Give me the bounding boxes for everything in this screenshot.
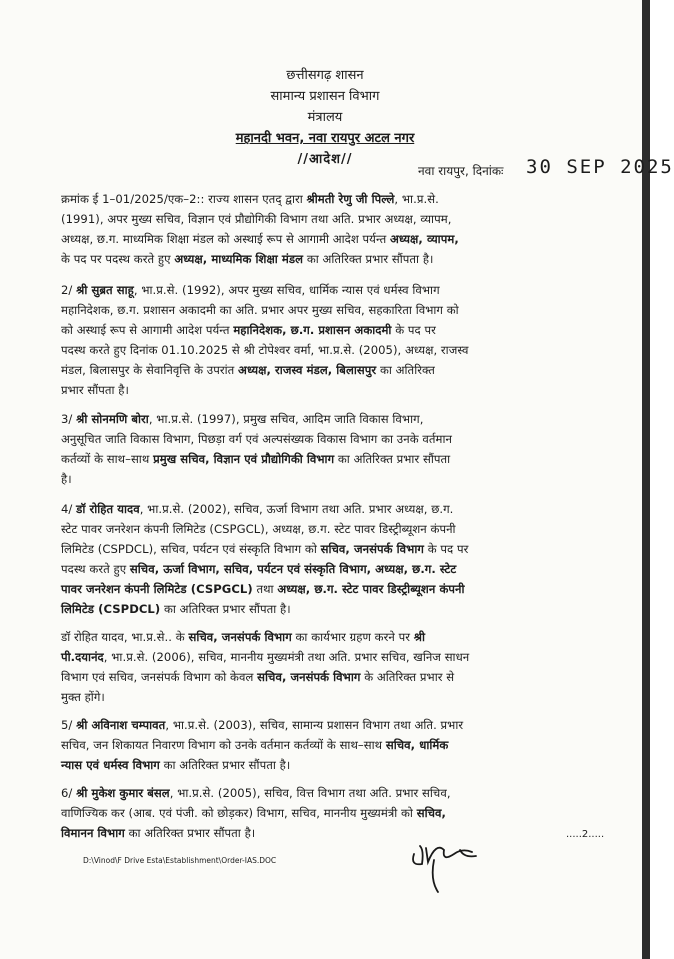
text-line: विभाग एवं सचिव, जनसंपर्क विभाग को केवल सचिव, जनसंपर्क विभाग के अतिरिक्त प्रभार से (61, 670, 455, 684)
text-line: के पद पर पदस्थ करते हुए अध्यक्ष, माध्यमिक शिक्षा मंडल का अतिरिक्त प्रभार सौंपता है। (61, 252, 434, 266)
emphasis-text: श्री मुकेश कुमार बंसल (76, 786, 170, 800)
text-line: 6/ श्री मुकेश कुमार बंसल, भा.प्र.से. (2005), सचिव, वित्त विभाग तथा अति. प्रभार सचिव, (61, 786, 451, 800)
emphasis-text: पावर जनरेशन कंपनी लिमिटेड (CSPGCL) (61, 582, 253, 596)
footer-file-path: D:\Vinod\F Drive Esta\Establishment\Order-IAS.DOC (83, 856, 277, 865)
emphasis-text: डॉ रोहित यादव (76, 502, 140, 516)
text-line: 5/ श्री अविनाश चम्पावत, भा.प्र.से. (2003), सचिव, सामान्य प्रशासन विभाग तथा अति. प्रभार (61, 718, 464, 732)
text-line: पदस्थ करते हुए दिनांक 01.10.2025 से श्री टोपेश्वर वर्मा, भा.प्र.से. (2005), अध्यक्ष, राजस्व (61, 343, 469, 357)
emphasis-text: सचिव, जनसंपर्क विभाग (188, 630, 292, 644)
text-line: महानिदेशक, छ.ग. प्रशासन अकादमी का अति. प्रभार अपर मुख्य सचिव, सहकारिता विभाग को (61, 303, 459, 317)
text-line: पी.दयानंद, भा.प्र.से. (2006), सचिव, माननीय मुख्यमंत्री तथा अति. प्रभार सचिव, खनिज साधन (61, 650, 470, 664)
text-line: मुक्त होंगे। (61, 690, 105, 704)
emphasis-text: श्री सुब्रत साहू (76, 283, 134, 297)
text-line: पदस्थ करते हुए सचिव, ऊर्जा विभाग, सचिव, पर्यटन एवं संस्कृति विभाग, अध्यक्ष, छ.ग. स्टेट (61, 562, 457, 576)
order-title: //आदेश// (297, 152, 353, 167)
emphasis-text: श्री (413, 630, 426, 644)
signature-stroke (413, 846, 476, 892)
emphasis-text: अध्यक्ष, माध्यमिक शिक्षा मंडल (174, 252, 304, 266)
emphasis-text: श्री अविनाश चम्पावत (76, 718, 166, 732)
emphasis-text: श्री सोनमणि बोरा (76, 412, 149, 426)
emphasis-text: विमानन विभाग (61, 826, 125, 840)
date-stamp: 30 SEP 2025 (526, 156, 674, 178)
emphasis-text: न्यास एवं धर्मस्व विभाग (61, 758, 160, 772)
emphasis-text: महानिदेशक, छ.ग. प्रशासन अकादमी (233, 323, 392, 337)
page-continue-marker: .....2..... (566, 829, 605, 840)
text-line: स्टेट पावर जनरेशन कंपनी लिमिटेड (CSPGCL), अध्यक्ष, छ.ग. स्टेट पावर डिस्ट्रीब्यूशन कंपनी (61, 522, 456, 536)
text-line: (1991), अपर मुख्य सचिव, विज्ञान एवं प्रौद्योगिकी विभाग तथा अति. प्रभार अध्यक्ष, व्यापम, (61, 212, 452, 226)
office-address: महानदी भवन, नवा रायपुर अटल नगर (235, 131, 415, 146)
text-line: अनुसूचित जाति विकास विभाग, पिछड़ा वर्ग एवं अल्पसंख्यक विकास विभाग का उनके वर्तमान (61, 432, 453, 446)
text-line: प्रभार सौंपता है। (61, 383, 129, 397)
text-line: लिमिटेड (CSPDCL), सचिव, पर्यटन एवं संस्कृति विभाग को सचिव, जनसंपर्क विभाग के पद पर (61, 542, 469, 556)
text-line: लिमिटेड (CSPDCL) का अतिरिक्त प्रभार सौंपता है। (61, 602, 291, 616)
signature-mark (402, 836, 488, 898)
text-line: है। (61, 472, 72, 486)
emphasis-text: अध्यक्ष, राजस्व मंडल, बिलासपुर (238, 363, 377, 377)
emphasis-text: सचिव, जनसंपर्क विभाग (320, 542, 424, 556)
emphasis-text: पी.दयानंद (61, 650, 104, 664)
text-line: 2/ श्री सुब्रत साहू, भा.प्र.से. (1992), अपर मुख्य सचिव, धार्मिक न्यास एवं धर्मस्व विभाग (61, 283, 440, 297)
date-label: नवा रायपुर, दिनांकः (418, 164, 504, 178)
emphasis-text: सचिव, ऊर्जा विभाग, सचिव, पर्यटन एवं संस्कृति विभाग, अध्यक्ष, छ.ग. स्टेट (129, 562, 457, 576)
text-line: डॉ रोहित यादव, भा.प्र.से.. के सचिव, जनसंपर्क विभाग का कार्यभार ग्रहण करने पर श्री (61, 630, 426, 644)
emphasis-text: सचिव, (416, 806, 446, 820)
text-line: कर्तव्यों के साथ–साथ प्रमुख सचिव, विज्ञान एवं प्रौद्योगिकी विभाग का अतिरिक्त प्रभार सौंपता (61, 452, 451, 466)
text-line: 3/ श्री सोनमणि बोरा, भा.प्र.से. (1997), प्रमुख सचिव, आदिम जाति विकास विभाग, (61, 412, 424, 426)
govt-name: छत्तीसगढ़ शासन (286, 68, 364, 83)
emphasis-text: श्रीमती रेणु जी पिल्ले (306, 192, 395, 206)
text-line: न्यास एवं धर्मस्व विभाग का अतिरिक्त प्रभार सौंपता है। (61, 758, 291, 772)
emphasis-text: प्रमुख सचिव, विज्ञान एवं प्रौद्योगिकी विभाग (153, 452, 335, 466)
emphasis-text: अध्यक्ष, व्यापम, (389, 232, 459, 246)
text-line: 4/ डॉ रोहित यादव, भा.प्र.से. (2002), सचिव, ऊर्जा विभाग तथा अति. प्रभार अध्यक्ष, छ.ग. (61, 502, 454, 516)
text-line: क्रमांक ई 1–01/2025/एक–2:: राज्य शासन एतद् द्वारा श्रीमती रेणु जी पिल्ले, भा.प्र.से. (61, 192, 439, 206)
text-line: पावर जनरेशन कंपनी लिमिटेड (CSPGCL) तथा अध्यक्ष, छ.ग. स्टेट पावर डिस्ट्रीब्यूशन कंपनी (61, 582, 465, 596)
emphasis-text: अध्यक्ष, छ.ग. स्टेट पावर डिस्ट्रीब्यूशन कंपनी (277, 582, 465, 596)
text-line: मंडल, बिलासपुर के सेवानिवृत्ति के उपरांत अध्यक्ष, राजस्व मंडल, बिलासपुर का अतिरिक्त (61, 363, 435, 377)
text-line: को अस्थाई रूप से आगामी आदेश पर्यन्त महानिदेशक, छ.ग. प्रशासन अकादमी के पद पर (61, 323, 436, 337)
text-line: विमानन विभाग का अतिरिक्त प्रभार सौंपता है। (61, 826, 256, 840)
emphasis-text: सचिव, धार्मिक (385, 738, 449, 752)
ministry-label: मंत्रालय (307, 110, 343, 125)
emphasis-text: लिमिटेड (CSPDCL) (61, 602, 161, 616)
text-line: अध्यक्ष, छ.ग. माध्यमिक शिक्षा मंडल को अस्थाई रूप से आगामी आदेश पर्यन्त अध्यक्ष, व्यापम, (61, 232, 459, 246)
text-line: सचिव, जन शिकायत निवारण विभाग को उनके वर्तमान कर्तव्यों के साथ–साथ सचिव, धार्मिक (61, 738, 449, 752)
emphasis-text: सचिव, जनसंपर्क विभाग (257, 670, 361, 684)
department-name: सामान्य प्रशासन विभाग (270, 89, 380, 104)
text-line: वाणिज्यिक कर (आब. एवं पंजी. को छोड़कर) विभाग, सचिव, माननीय मुख्यमंत्री को सचिव, (61, 806, 446, 820)
